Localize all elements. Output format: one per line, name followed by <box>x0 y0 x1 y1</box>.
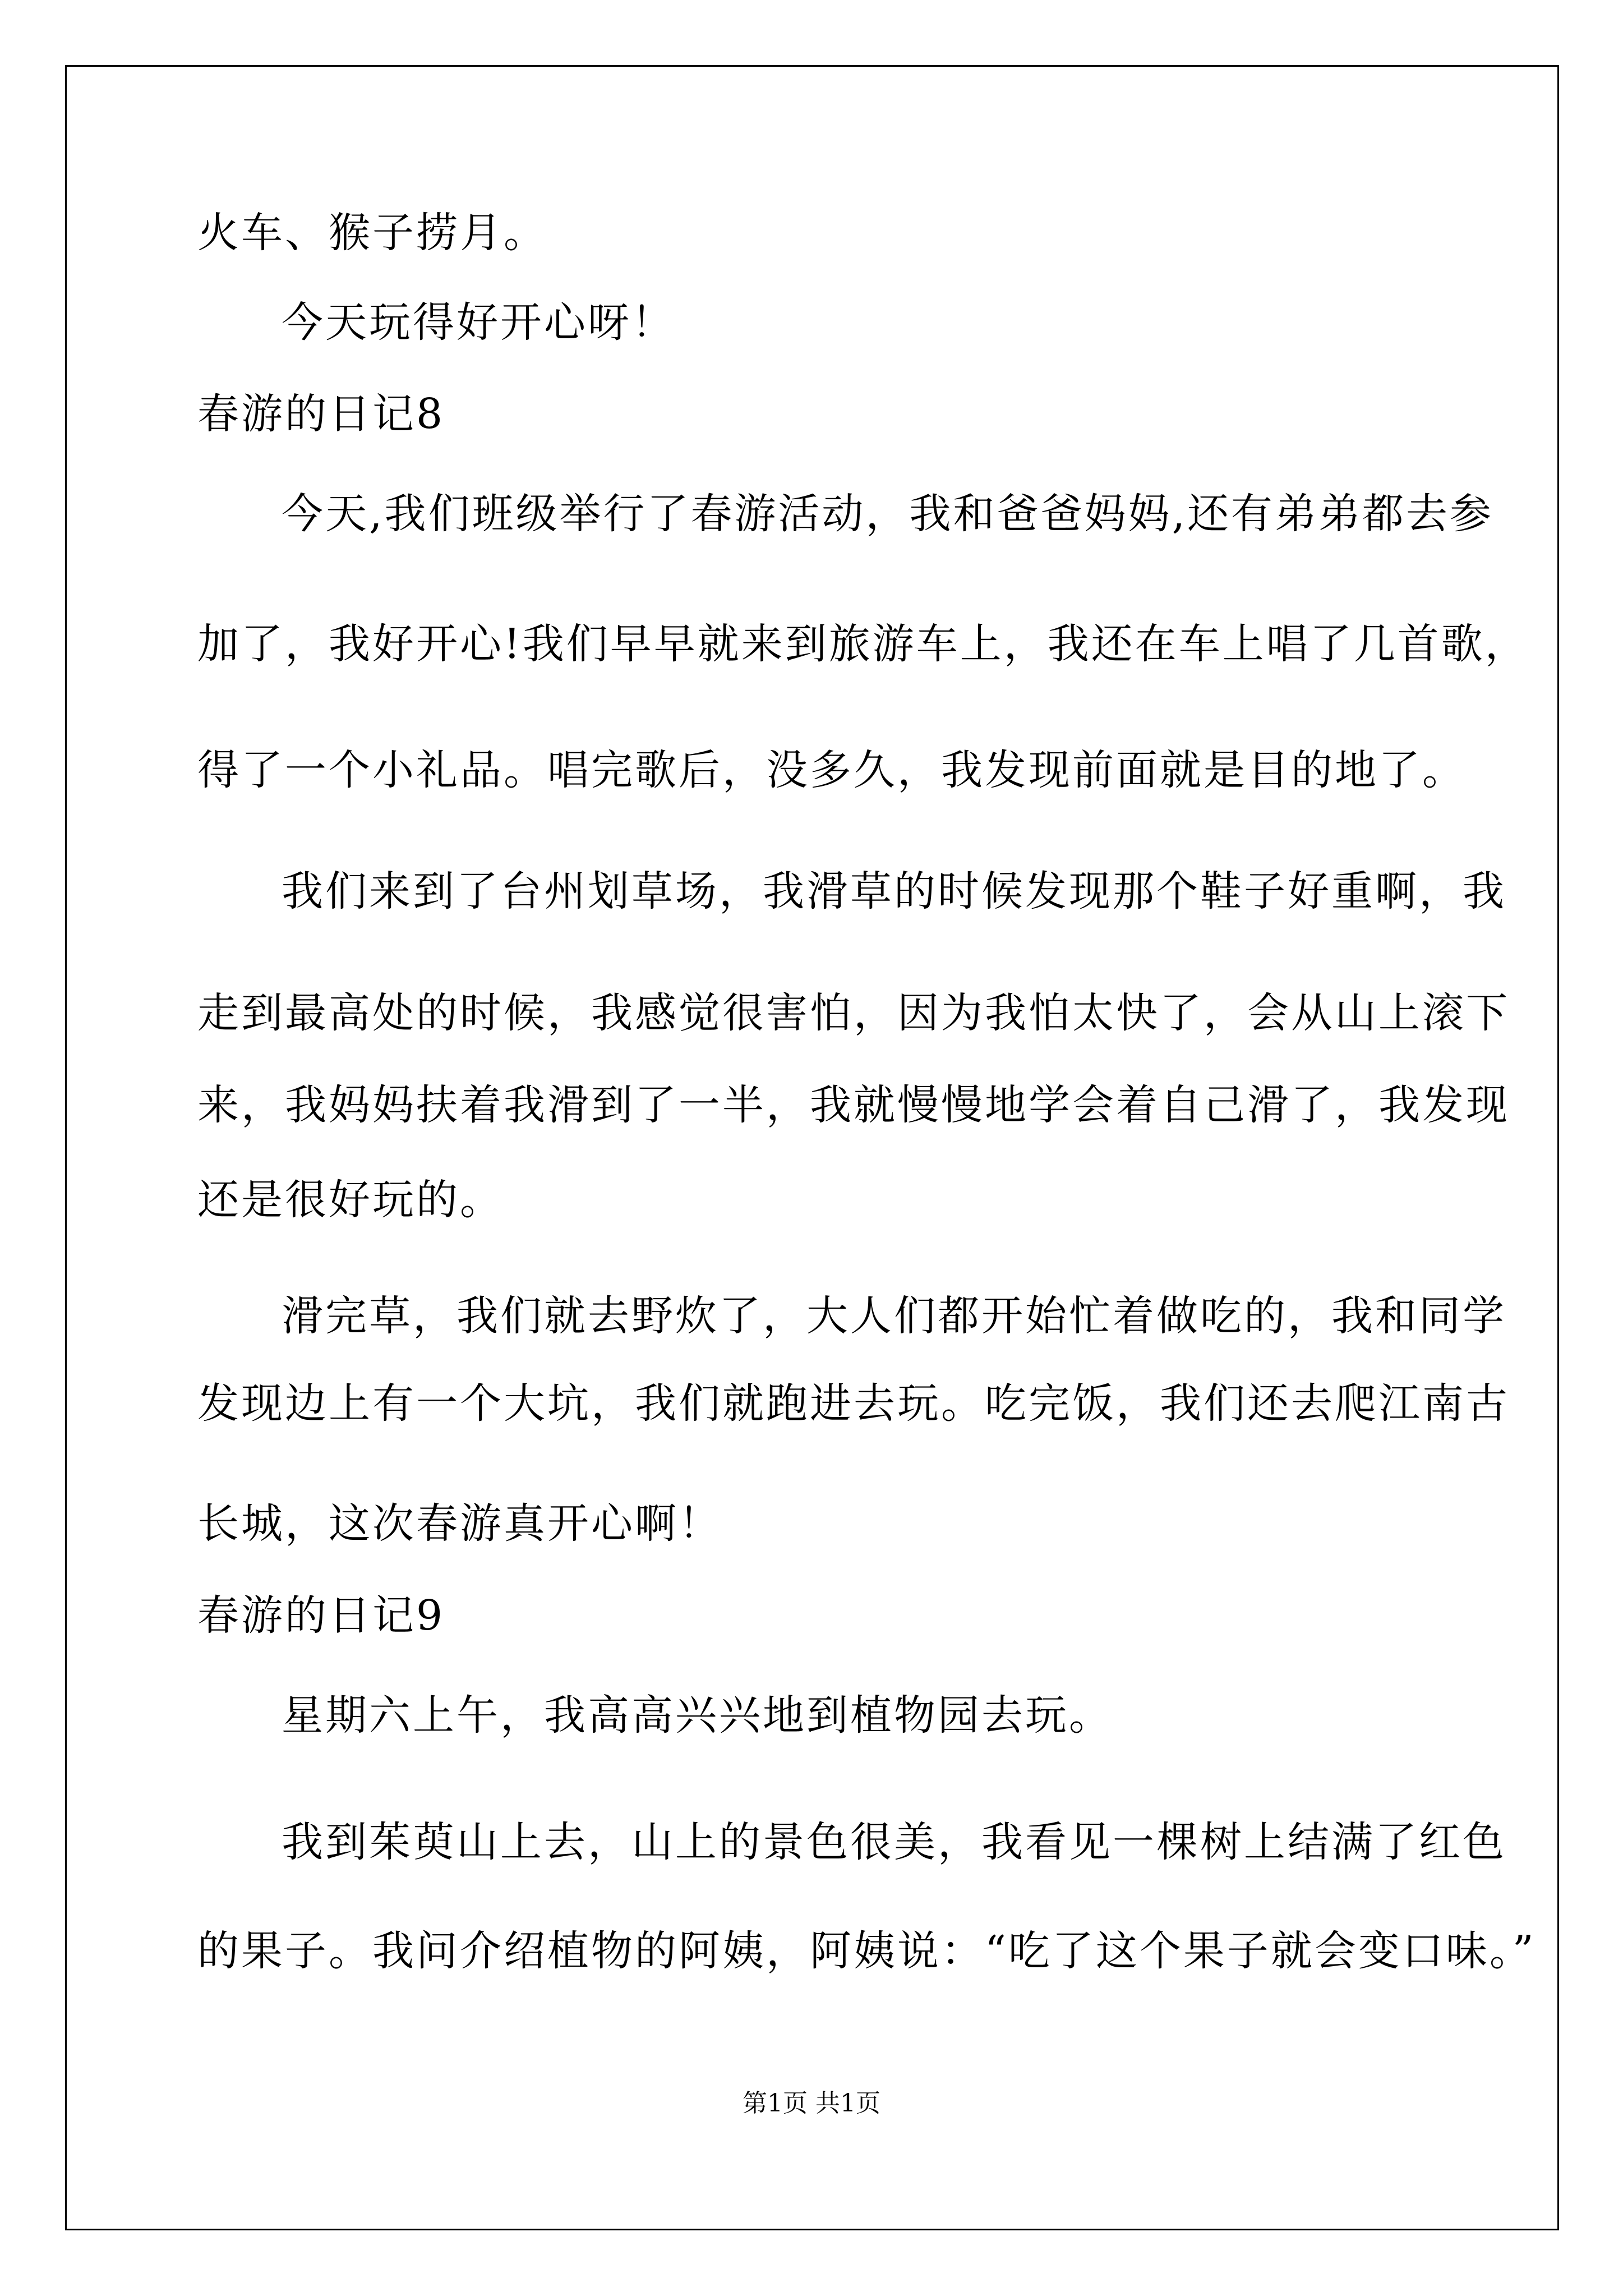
section-heading: 春游的日记9 <box>197 1591 445 1640</box>
text-line: 滑完草，我们就去野炊了，大人们都开始忙着做吃的，我和同学 <box>282 1292 1506 1340</box>
text-line: 长城，这次春游真开心啊！ <box>197 1499 722 1548</box>
text-line: 火车、猴子捞月。 <box>197 209 547 257</box>
text-line: 的果子。我问介绍植物的阿姨，阿姨说：“吃了这个果子就会变口味。” <box>197 1927 1536 1975</box>
text-line: 我们来到了台州划草场，我滑草的时候发现那个鞋子好重啊，我 <box>282 867 1506 915</box>
text-line: 走到最高处的时候，我感觉很害怕，因为我怕太快了，会从山上滚下 <box>197 989 1510 1037</box>
text-line: 发现边上有一个大坑，我们就跑进去玩。吃完饭，我们还去爬江南古 <box>197 1379 1510 1428</box>
text-line: 来，我妈妈扶着我滑到了一半，我就慢慢地学会着自己滑了，我发现 <box>197 1081 1510 1129</box>
text-line: 得了一个小礼品。唱完歌后，没多久，我发现前面就是目的地了。 <box>197 746 1466 794</box>
page-number: 第1页 共1页 <box>743 2089 880 2118</box>
text-line: 今天,我们班级举行了春游活动，我和爸爸妈妈,还有弟弟都去参 <box>282 490 1494 538</box>
text-line: 还是很好玩的。 <box>197 1176 504 1224</box>
text-line: 今天玩得好开心呀！ <box>282 298 675 347</box>
section-heading: 春游的日记8 <box>197 390 445 438</box>
text-line: 加了，我好开心!我们早早就来到旅游车上，我还在车上唱了几首歌， <box>197 620 1529 668</box>
text-line: 我到茱萸山上去，山上的景色很美，我看见一棵树上结满了红色 <box>282 1818 1506 1866</box>
text-line: 星期六上午，我高高兴兴地到植物园去玩。 <box>282 1691 1113 1740</box>
